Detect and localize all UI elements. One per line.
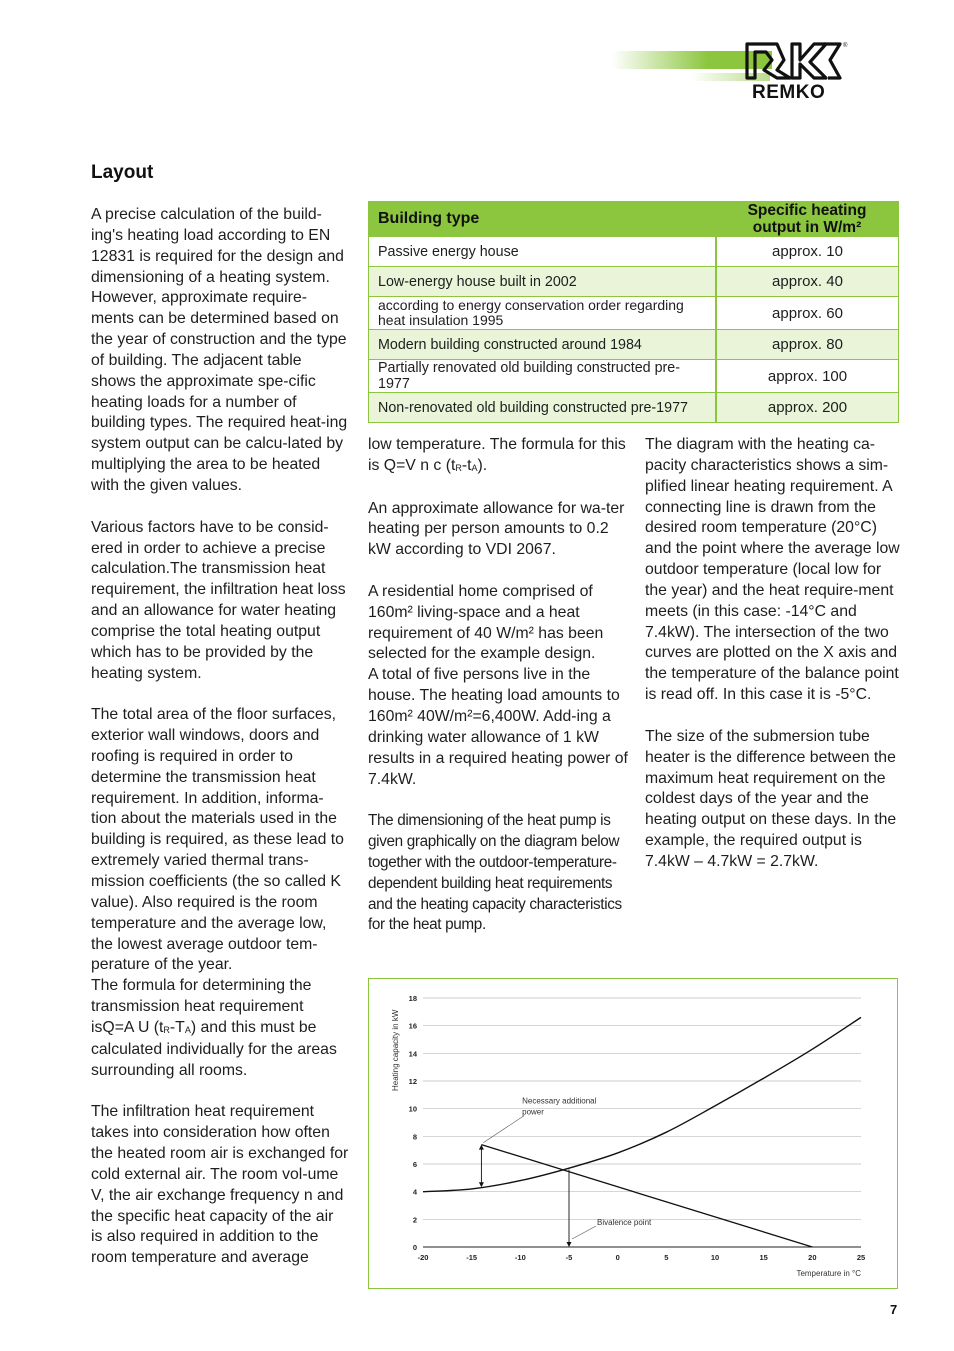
- subscript: R: [163, 1024, 170, 1035]
- cell-output: approx. 40: [716, 267, 899, 297]
- subscript: R: [455, 462, 462, 473]
- building-type-table: [368, 201, 899, 423]
- annotation-leader: [483, 1116, 524, 1143]
- registered-mark: ®: [843, 43, 848, 49]
- formula-text: ).: [477, 456, 488, 474]
- y-tick-label: 18: [408, 994, 417, 1003]
- paragraph: [368, 435, 630, 478]
- text-column-1: [91, 205, 349, 1269]
- paragraph: The total area of the floor surfaces, exterior wall windows, doors and roofing is required in order to determine the transmission heat requirement. In addition, informa-tion about the materials used in the building is required, as these lead to extremely varied thermal trans-mission coefficients (the so called K value). Also required is the room temperature and the average low, the lowest average outdoor tem-perature of the year.: [91, 706, 344, 974]
- table-header-row: [369, 202, 899, 237]
- cell-building-type: Low-energy house built in 2002: [369, 267, 717, 297]
- cell-output: approx. 10: [716, 237, 899, 267]
- y-tick-label: 12: [408, 1077, 417, 1086]
- column-header-output: [716, 202, 899, 237]
- x-tick-label: 5: [664, 1253, 669, 1262]
- header-line: Specific heating: [747, 202, 867, 219]
- paragraph: [91, 976, 349, 1081]
- paragraph: The size of the submersion tube heater is the difference between the maximum heat requirement on the coldest days of the year and the heating output on these days. In the example, the required output is 7.4kW – 4.7kW = 2.7kW.: [645, 727, 897, 870]
- paragraph: The dimensioning of the heat pump is given graphically on the diagram below together with the outdoor-temperature-dependent building heat requirements and the heating capacity characteristics for the heat pump.: [368, 812, 622, 934]
- paragraph: A precise calculation of the build-ing's heating load according to EN 12831 is required for the design and dimensioning of a heating system.: [91, 206, 344, 286]
- page-number: 7: [890, 1302, 898, 1317]
- table-row: [369, 237, 899, 267]
- paragraph: The infiltration heat requirement takes into consideration how often the heated room air is exchanged for cold external air. The room vol-ume V, the air exchange frequency n and the specific heat capacity of the air is also required in addition to the room temperature and average: [91, 1103, 349, 1267]
- x-tick-label: 10: [710, 1253, 720, 1262]
- y-tick-label: 8: [412, 1132, 417, 1142]
- cell-output: approx. 100: [716, 360, 899, 393]
- cell-output: approx. 80: [716, 330, 899, 360]
- y-tick-label: 10: [408, 1104, 417, 1114]
- formula-text: The formula for determining the transmission heat requirement isQ=A U (t: [91, 977, 312, 1036]
- table-row: [369, 330, 899, 360]
- annotation-bivalence-point: Bivalence point: [597, 1218, 652, 1227]
- x-tick-label: -20: [417, 1253, 429, 1262]
- x-axis-label: Temperature in °C: [796, 1269, 861, 1278]
- table-row: [369, 393, 899, 423]
- table-row: [369, 297, 899, 330]
- x-tick-label: 20: [808, 1253, 817, 1262]
- subscript: A: [184, 1024, 191, 1035]
- page-title: Layout: [91, 162, 154, 183]
- series-heating-capacity-line: [423, 1017, 861, 1191]
- y-tick-label: 4: [412, 1187, 417, 1197]
- paragraph: A total of five persons live in the house. The heating load amounts to 160m² 40W/m²=6,400W. Add-ing a drinking water allowance of 1 kW results in a required heating power of 7.4kW.: [368, 666, 628, 788]
- y-axis-label: Heating capacity in kW: [391, 1009, 400, 1091]
- cell-building-type: Passive energy house: [369, 237, 717, 267]
- x-tick-label: -5: [565, 1253, 573, 1262]
- paragraph: Various factors have to be consid-ered in order to achieve a precise calculation.The transmission heat requirement, the infiltration heat loss and an allowance for water heating comprise the total heating output which has to be provided by the heating system.: [91, 518, 346, 682]
- header-line: output in W/m²: [752, 219, 862, 236]
- formula-text: low temperature. The formula for this is Q=V n c (t: [368, 436, 626, 474]
- annotation-additional-power: power: [522, 1107, 544, 1117]
- paragraph: However, approximate require-ments can be determined based on the year of construction and the type of building. The adjacent table shows the approximate spe-cific heating loads for a number of building types. The required heat-ing system output can be calcu-lated by multiplying the area to be heated with the given values.: [91, 289, 348, 494]
- x-tick-label: 15: [759, 1253, 768, 1262]
- x-tick-label: -15: [466, 1253, 478, 1262]
- y-tick-label: 6: [412, 1160, 417, 1169]
- y-tick-label: 0: [412, 1243, 417, 1252]
- cell-building-type: Modern building constructed around 1984: [369, 330, 717, 360]
- cell-output: approx. 200: [716, 393, 899, 423]
- formula-text: ) and this must be calculated individually for the areas surrounding all rooms.: [91, 1018, 337, 1079]
- column-header-building-type: Building type: [369, 202, 717, 237]
- y-tick-label: 2: [412, 1215, 417, 1225]
- table-row: [369, 360, 899, 393]
- cell-building-type: Non-renovated old building constructed pre-1977: [369, 393, 717, 423]
- subscript: A: [471, 462, 478, 473]
- cell-output: approx. 60: [716, 297, 899, 330]
- cell-building-type: according to energy conservation order regarding heat insulation 1995: [369, 297, 717, 330]
- formula-text: -t: [461, 456, 472, 474]
- brand-name: REMKO: [752, 82, 826, 103]
- paragraph: An approximate allowance for wa-ter heating per person amounts to 0.2 kW according to VDI 2067.: [368, 499, 625, 559]
- y-tick-label: 16: [408, 1021, 417, 1031]
- table-row: [369, 267, 899, 297]
- formula-text: -T: [169, 1018, 185, 1036]
- annotation-additional-power: Necessary additional: [522, 1096, 597, 1106]
- arrow-head: [567, 1242, 572, 1247]
- heating-capacity-chart: [368, 978, 898, 1289]
- paragraph: The diagram with the heating ca-pacity characteristics shows a sim-plified linear heating requirement. A connecting line is drawn from the desired room temperature (20°C) and the point where the average low outdoor temperature (local low for the year) and the heat require-ment meets (in this case: -14°C and 7.4kW). The intersection of the two curves are plotted on the X axis and the temperature of the balance point is read off. In this case it is -5°C.: [645, 436, 900, 704]
- x-tick-label: 25: [856, 1253, 866, 1262]
- x-tick-label: 0: [615, 1253, 620, 1262]
- cell-building-type: Partially renovated old building constructed pre-1977: [369, 360, 717, 393]
- x-tick-label: -10: [514, 1253, 526, 1262]
- paragraph: A residential home comprised of 160m² living-space and a heat requirement of 40 W/m² has been selected for the example design.: [368, 582, 604, 663]
- y-tick-label: 14: [408, 1049, 417, 1059]
- text-column-2: [368, 435, 630, 936]
- arrow-head: [479, 1182, 484, 1187]
- text-column-3: [645, 435, 907, 873]
- annotation-leader: [572, 1226, 596, 1239]
- series-building-requirement-line: [481, 1145, 812, 1247]
